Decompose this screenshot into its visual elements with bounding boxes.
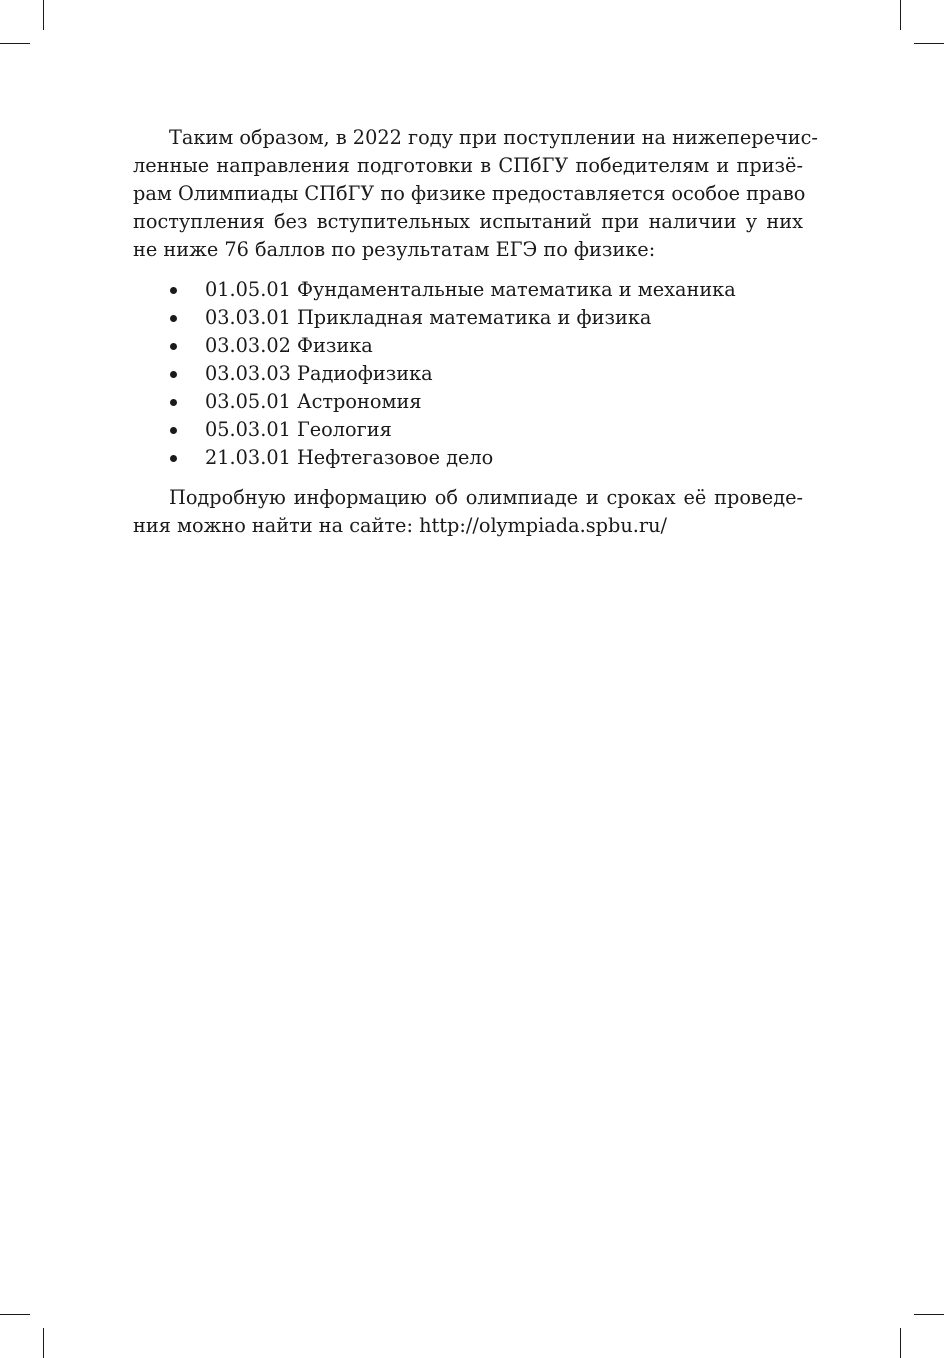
info-paragraph xyxy=(133,484,803,540)
program-list-item xyxy=(133,332,803,360)
crop-mark-top-left-horizontal xyxy=(0,43,30,44)
program-list-item xyxy=(133,360,803,388)
program-label: 03.05.01 Астрономия xyxy=(205,390,422,413)
bullet-icon xyxy=(170,371,177,378)
bullet-icon xyxy=(170,315,177,322)
program-list-item xyxy=(133,416,803,444)
intro-paragraph-line: рам Олимпиады СПбГУ по физике предоставляется особое право xyxy=(133,182,806,205)
intro-paragraph-line: не ниже 76 баллов по результатам ЕГЭ по физике: xyxy=(133,238,656,261)
program-label: 21.03.01 Нефтегазовое дело xyxy=(205,446,494,469)
bullet-icon xyxy=(170,427,177,434)
program-label: 03.03.02 Физика xyxy=(205,334,373,357)
program-label: 05.03.01 Геология xyxy=(205,418,392,441)
crop-mark-top-left-vertical xyxy=(43,0,44,30)
program-label: 03.03.01 Прикладная математика и физика xyxy=(205,306,652,329)
intro-paragraph-line: поступления без вступительных испытаний при наличии у них xyxy=(133,210,803,233)
crop-mark-bottom-left-vertical xyxy=(43,1328,44,1358)
intro-paragraph-line: Таким образом, в 2022 году при поступлении на нижеперечис- xyxy=(169,126,818,149)
crop-mark-bottom-right-horizontal xyxy=(914,1314,944,1315)
program-list-item xyxy=(133,304,803,332)
intro-paragraph-line: ленные направления подготовки в СПбГУ победителям и призё- xyxy=(133,154,803,177)
crop-mark-bottom-right-vertical xyxy=(900,1328,901,1358)
crop-mark-bottom-left-horizontal xyxy=(0,1314,30,1315)
intro-paragraph xyxy=(133,124,818,264)
program-list-item xyxy=(133,388,803,416)
crop-mark-top-right-horizontal xyxy=(914,43,944,44)
bullet-icon xyxy=(170,287,177,294)
page-text-block xyxy=(133,124,818,540)
crop-mark-top-right-vertical xyxy=(900,0,901,30)
program-list-item xyxy=(133,276,803,304)
bullet-icon xyxy=(170,455,177,462)
program-label: 03.03.03 Радиофизика xyxy=(205,362,433,385)
program-label: 01.05.01 Фундаментальные математика и механика xyxy=(205,278,736,301)
program-list-item xyxy=(133,444,803,472)
bullet-icon xyxy=(170,399,177,406)
programs-list xyxy=(133,276,803,472)
bullet-icon xyxy=(170,343,177,350)
info-paragraph-line: ния можно найти на сайте: http://olympiada.spbu.ru/ xyxy=(133,514,668,537)
info-paragraph-line: Подробную информацию об олимпиаде и сроках её проведе- xyxy=(169,486,803,509)
